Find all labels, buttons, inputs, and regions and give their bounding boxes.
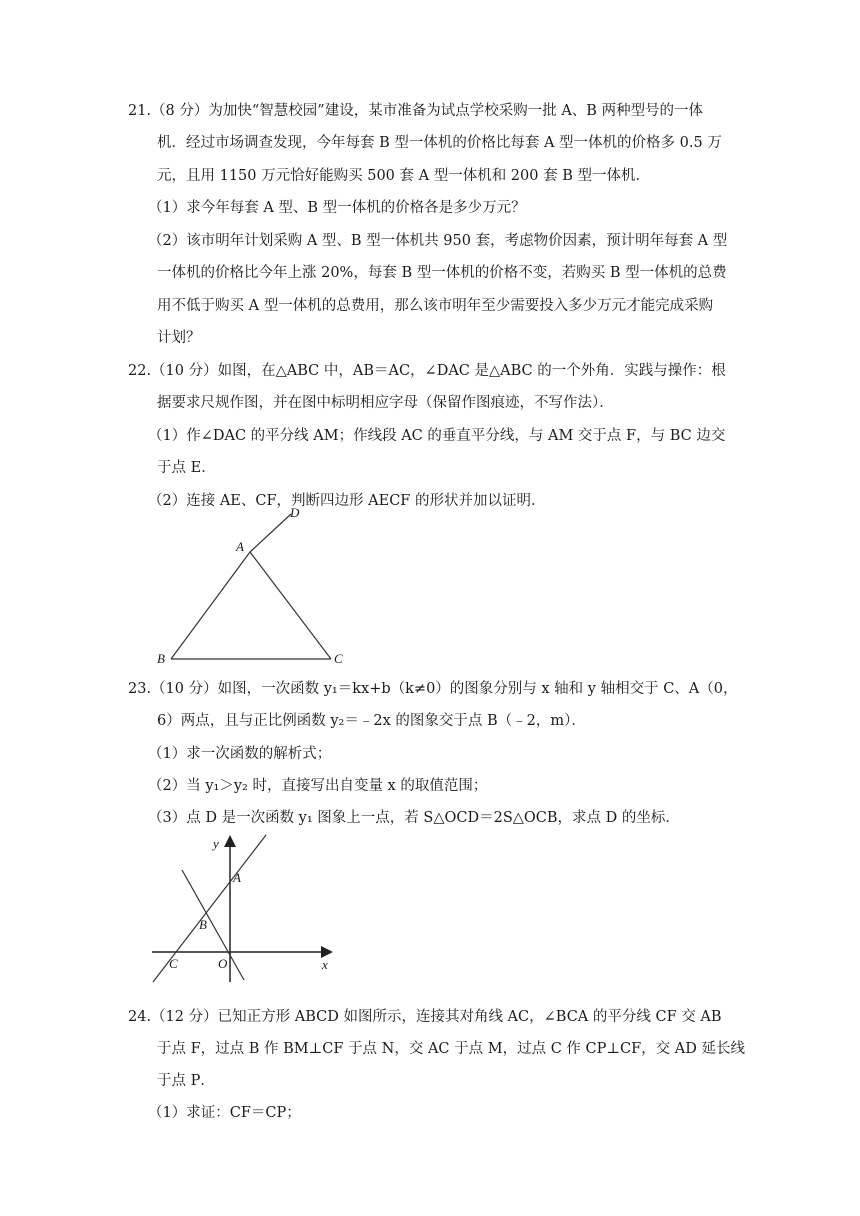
- label-c: C: [169, 956, 178, 971]
- label-x: x: [322, 957, 328, 972]
- label-a: A: [233, 870, 241, 885]
- q21-part-2-line-4: 计划？: [157, 330, 201, 346]
- q23-line-2: 6）两点，且与正比例函数 y₂＝﹣2x 的图象交于点 B（﹣2，m）．: [157, 713, 586, 729]
- q21-line-1: 21.（8 分）为加快“智慧校园”建设，某市准备为试点学校采购一批 A、B 两种型号的一体: [128, 103, 704, 119]
- q24-part-1: （1）求证：CF＝CP；: [148, 1105, 301, 1121]
- q23-part-1: （1）求一次函数的解析式；: [148, 746, 332, 762]
- q21-line-2: 机．经过市场调查发现，今年每套 B 型一体机的价格比每套 A 型一体机的价格多 0.5 万: [157, 135, 722, 151]
- q23-line-1: 23.（10 分）如图，一次函数 y₁＝kx+b（k≠0）的图象分别与 x 轴和 y 轴相交于 C、A（0，: [128, 681, 738, 697]
- segment-ab: [171, 552, 250, 659]
- q24-line-3: 于点 P．: [157, 1073, 215, 1089]
- q21-part-2-line-3: 用不低于购买 A 型一体机的总费用，那么该市明年至少需要投入多少万元才能完成采购: [157, 298, 714, 314]
- coordinate-figure: [140, 830, 350, 990]
- q21-part-2-line-2: 一体机的价格比今年上涨 20%，每套 B 型一体机的价格不变，若购买 B 型一体机的总费: [157, 265, 727, 281]
- q22-line-2: 据要求尺规作图，并在图中标明相应字母（保留作图痕迹，不写作法）．: [157, 395, 614, 411]
- segment-ac: [250, 552, 331, 659]
- label-b: B: [199, 917, 207, 932]
- label-b: B: [157, 651, 165, 666]
- line-y2: [182, 870, 244, 980]
- q24-line-2: 于点 F，过点 B 作 BM⊥CF 于点 N，交 AC 于点 M，过点 C 作 CP⊥CF，交 AD 延长线: [157, 1041, 745, 1057]
- triangle-figure: [140, 505, 380, 680]
- q21-line-3: 元，且用 1150 万元恰好能购买 500 套 A 型一体机和 200 套 B 型一体机．: [157, 168, 650, 184]
- label-y: y: [213, 836, 219, 851]
- label-o: O: [218, 956, 228, 971]
- label-a: A: [236, 539, 244, 554]
- q24-line-1: 24.（12 分）已知正方形 ABCD 如图所示，连接其对角线 AC，∠BCA 的平分线 CF 交 AB: [128, 1009, 722, 1025]
- label-d: D: [290, 505, 300, 520]
- ray-ad: [250, 514, 291, 552]
- q21-part-1: （1）求今年每套 A 型、B 型一体机的价格各是多少万元？: [148, 200, 526, 216]
- q22-part-1-line-1: （1）作∠DAC 的平分线 AM；作线段 AC 的垂直平分线，与 AM 交于点 F，与 BC 边交: [148, 428, 726, 444]
- q23-part-3: （3）点 D 是一次函数 y₁ 图象上一点，若 S△OCD＝2S△OCB，求点 D 的坐标．: [148, 810, 680, 826]
- q22-line-1: 22.（10 分）如图，在△ABC 中，AB＝AC，∠DAC 是△ABC 的一个外角．实践与操作：根: [128, 363, 726, 379]
- q23-part-2: （2）当 y₁＞y₂ 时，直接写出自变量 x 的取值范围；: [148, 778, 488, 794]
- q22-part-2: （2）连接 AE、CF，判断四边形 AECF 的形状并加以证明．: [148, 493, 546, 509]
- q22-part-1-line-2: 于点 E．: [157, 460, 216, 476]
- q21-part-2-line-1: （2）该市明年计划采购 A 型、B 型一体机共 950 套，考虑物价因素，预计明年每套 A 型: [148, 233, 728, 249]
- label-c: C: [334, 651, 343, 666]
